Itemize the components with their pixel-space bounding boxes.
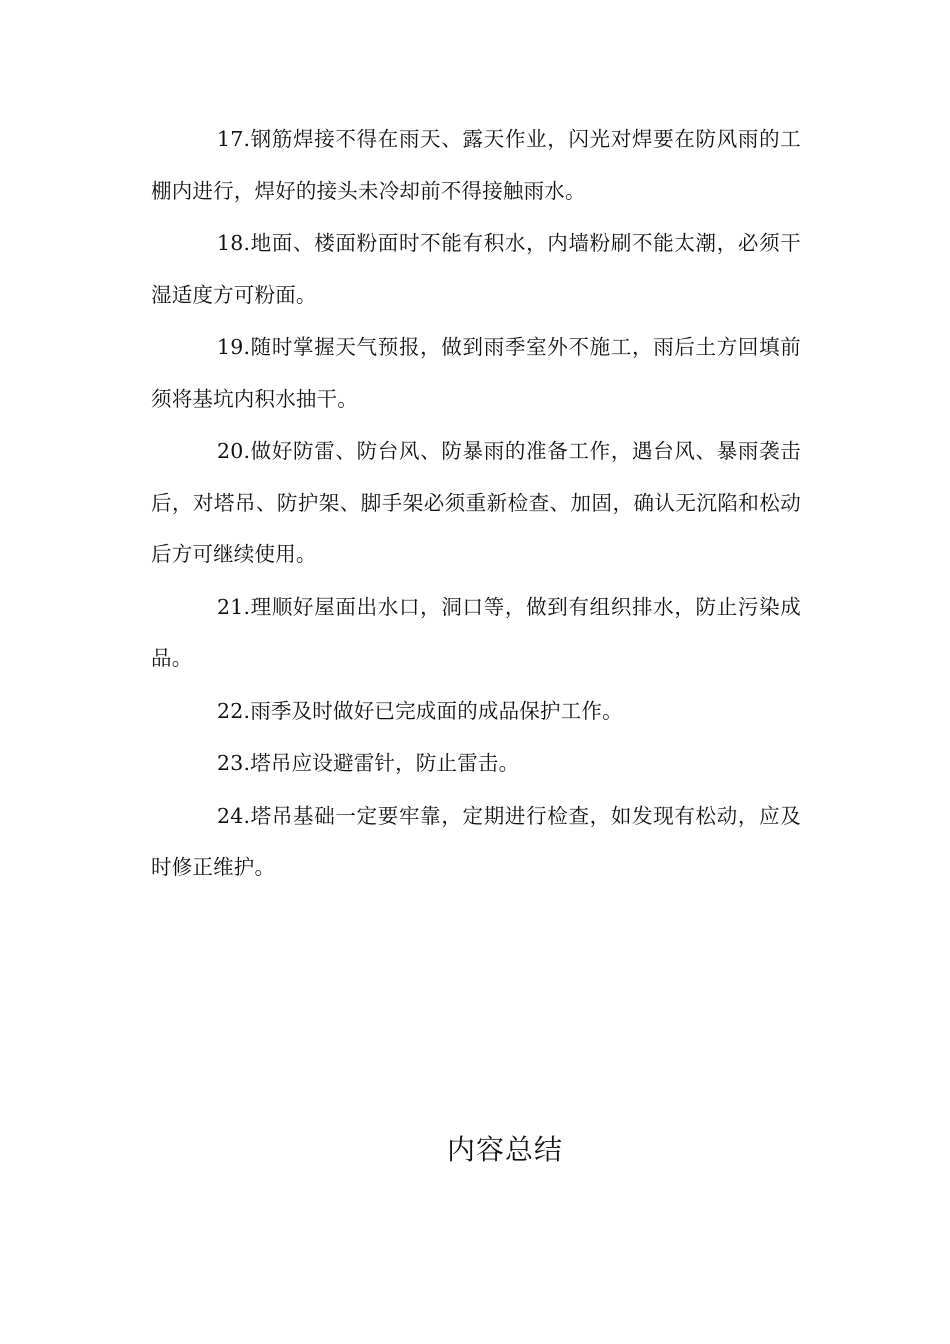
paragraph-18: 18.地面、楼面粉面时不能有积水，内墙粉刷不能太潮，必须干湿适度方可粉面。 — [151, 231, 801, 307]
paragraph-19: 19.随时掌握天气预报，做到雨季室外不施工，雨后土方回填前须将基坑内积水抽干。 — [151, 335, 801, 411]
summary-heading: 内容总结 — [446, 1133, 563, 1166]
paragraph-22: 22.雨季及时做好已完成面的成品保护工作。 — [217, 698, 623, 723]
paragraph-23: 23.塔吊应设避雷针，防止雷击。 — [217, 751, 520, 775]
document-body — [151, 114, 801, 895]
paragraph-20: 20.做好防雷、防台风、防暴雨的准备工作，遇台风、暴雨袭击后，对塔吊、防护架、脚手架必须重新检查、加固，确认无沉陷和松动后方可继续使用。 — [151, 439, 801, 566]
paragraph-21: 21.理顺好屋面出水口，洞口等，做到有组织排水，防止污染成品。 — [151, 594, 801, 670]
paragraph-24: 24.塔吊基础一定要牢靠，定期进行检查，如发现有松动，应及时修正维护。 — [151, 803, 801, 879]
paragraph-17: 17.钢筋焊接不得在雨天、露天作业，闪光对焊要在防风雨的工棚内进行，焊好的接头未冷却前不得接触雨水。 — [151, 127, 801, 203]
